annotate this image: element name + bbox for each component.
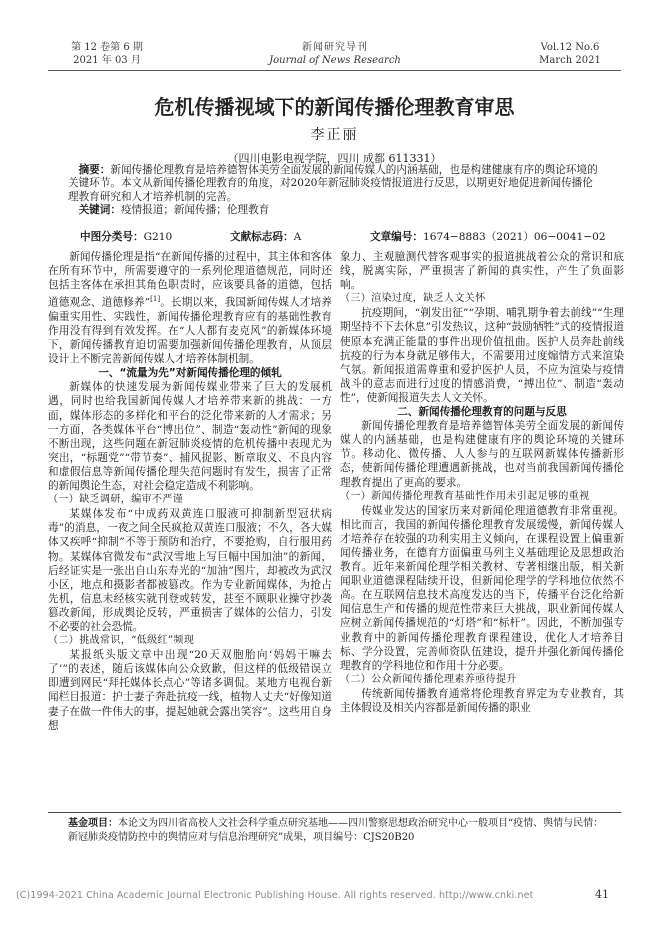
subsection-heading: （一）新闻传播伦理教育基础性作用未引起足够的重视 bbox=[340, 490, 590, 502]
header-journal-en: Journal of News Research bbox=[269, 55, 401, 66]
article-number-label: 文章编号： bbox=[370, 231, 423, 243]
footnote-rule bbox=[48, 812, 621, 813]
paragraph: 象力、主观臆测代替客观事实的报道挑战着公众的常识和底线，脱离实际，严重损害了新闻的真实性，产生了负面影响。 bbox=[340, 251, 624, 292]
subsection-heading: （一）缺乏调研，编审不严谨 bbox=[48, 494, 184, 506]
section-heading: 二、新闻传播伦理教育的问题与反思 bbox=[397, 406, 567, 419]
header-volume bbox=[52, 41, 162, 67]
funding-text: 本论文为四川省高校人文社会科学重点研究基地——四川警察思想政治研究中心一般项目“疫情、舆情与民情：新冠肺炎疫情防控中的舆情应对与信息治理研究”成果，项目编号：CJS20B20 bbox=[68, 818, 604, 843]
funding-note bbox=[68, 817, 613, 845]
keywords-label: 关键词： bbox=[78, 204, 121, 217]
paragraph: 新媒体的快速发展为新闻传媒业带来了巨大的发展机遇，同时也给我国新闻传媒人才培养带来新的挑战：一方面，媒体形态的多样化和平台的泛化带来新的人才需求；另一方面，各类媒体平台“博出位”、制造“轰动性”新闻的现象不断出现，这些问题在新冠肺炎疫情的危机传播中表现尤为突出，“标题党”“带节奏”、捕风捉影、断章取义、不良内容和虚假信息等新闻传播伦理失范问题时有发生，损害了正常的新闻舆论生态，对社会稳定造成不利影响。 bbox=[48, 381, 332, 493]
header-journal bbox=[250, 41, 420, 67]
header-volume-cn: 第 12 卷第 6 期 bbox=[71, 42, 143, 53]
document-code-value: A bbox=[293, 231, 302, 243]
header-rule bbox=[48, 70, 621, 71]
article-number-value: 1674−8883（2021）06−0041−02 bbox=[422, 231, 606, 243]
keywords bbox=[68, 204, 603, 217]
document-code-label: 文献标志码： bbox=[230, 231, 294, 243]
paragraph-text-end: 。长期以来，我国新闻传媒人才培养偏重实用性、实践性，新闻传播伦理教育应有的基础性教育作用没有得到有效发挥。在“人人都有麦克风”的新媒体环境下，新闻传播教育迫切需要加强新闻传播伦理教育，从顶层设计上不断完善新闻传媒人才培养体制机制。 bbox=[48, 296, 333, 366]
abstract-block bbox=[68, 164, 603, 218]
paragraph: 新闻传播伦理教育是培养德智体美劳全面发展的新闻传媒人的内涵基础，也是构建健康有序的舆论环境的关键环节。移动化、微传播、人人参与的互联网新媒体传播新形态，使新闻传播伦理遭遇新挑战，也对当前我国新闻传播伦理教育提出了更高的要求。 bbox=[340, 420, 624, 489]
article-number bbox=[370, 230, 606, 244]
subsection-heading: （二）挑战常识，“低级红”频现 bbox=[48, 635, 195, 647]
paragraph-text: 新闻传播伦理是指“在新闻传播的过程中，其主体和客体在所有环节中，所需要遵守的一系列伦理道德规范，同时还包括主客体在承担其角色职责时，应该要具备的道德，包括道德观念、道德修养” bbox=[48, 251, 332, 309]
classification-label: 中图分类号： bbox=[80, 231, 144, 243]
right-column bbox=[340, 250, 624, 715]
section-heading: 一、“流量为先”对新闻传播伦理的倾轧 bbox=[98, 367, 282, 380]
paragraph: 传媒业发达的国家历来对新闻伦理道德教育非常重视。相比而言，我国的新闻传播伦理教育发展缓慢，新闻传媒人才培养存在较强的功利实用主义倾向，在课程设置上偏重新闻传播业务，在德育方面偏重马列主义基础理论及思想政治教育。近年来新闻伦理学相关教材、专著相继出版，相关新闻职业道德课程陆续开设，但新闻伦理学的学科地位依然不高。在互联网信息技术高度发达的当下，传播平台泛化给新闻信息生产和传播的规范性带来巨大挑战，职业新闻传媒人应树立新闻传播规范的“灯塔”和“标杆”。因此，不断加强专业教育中的新闻传播伦理教育课程建设，优化人才培养目标、学分设置，完善师资队伍建设，提升并强化新闻传播伦理教育的学科地位和作用十分必要。 bbox=[340, 504, 624, 672]
header-volume-en: Vol.12 No.6 bbox=[540, 42, 600, 53]
paragraph: 传统新闻传播教育通常将伦理教育界定为专业教育，其主体假设及相关内容都是新闻传播的职业 bbox=[340, 687, 624, 714]
header-date-cn: 2021 年 03 月 bbox=[73, 55, 141, 66]
citation-ref: [1] bbox=[150, 295, 161, 304]
paragraph bbox=[48, 250, 332, 366]
paragraph: 抗疫期间，“剃发出征”“孕期、哺乳期争着去前线”“生理期坚持不下去休息”引发热议，这种“鼓励牺牲”式的疫情报道使原本充满正能量的事件出现价值扭曲。医护人员奔赴前线抗疫的行为本身就足够伟大，不需要用过度煽情方式来渲染气氛。新闻报道需尊重和爱护医护人员，不应为渲染与疫情战斗的意志而进行过度的情感消费，“搏出位”、制造“轰动性”，使新闻报道失去人文关怀。 bbox=[340, 307, 624, 404]
header-volume-en-block bbox=[520, 41, 620, 67]
classification bbox=[80, 230, 172, 244]
funding-label: 基金项目： bbox=[68, 818, 118, 829]
subsection-heading: （三）渲染过度，缺乏人文关怀 bbox=[340, 293, 486, 305]
header-date-en: March 2021 bbox=[539, 55, 601, 66]
author-affiliation: （四川电影电视学院，四川 成都 611331） bbox=[227, 152, 442, 165]
classification-value: G210 bbox=[143, 231, 173, 243]
copyright-footer: (C)1994-2021 China Academic Journal Electronic Publishing House. All rights reserved. http://www.cnki.net bbox=[16, 890, 534, 901]
article-title: 危机传播视域下的新闻传播伦理教育审思 bbox=[154, 95, 515, 119]
left-column bbox=[48, 250, 332, 733]
abstract-text: 新闻传播伦理教育是培养德智体美劳全面发展的新闻传媒人的内涵基础，也是构建健康有序的舆论环境的关键环节。本文从新闻传播伦理教育的角度，对2020年新冠肺炎疫情报道进行反思，以期更好地促进新闻传播伦理教育研究和人才培养机制的完善。 bbox=[68, 164, 598, 203]
article-author: 李正丽 bbox=[310, 127, 359, 143]
abstract bbox=[68, 164, 603, 204]
abstract-label: 摘要： bbox=[78, 164, 111, 176]
keywords-text: 疫情报道；新闻传播；伦理教育 bbox=[120, 204, 270, 217]
header-journal-cn: 新闻研究导刊 bbox=[302, 42, 368, 53]
page-number: 41 bbox=[595, 888, 609, 901]
paragraph: 某报纸头版文章中出现“20天双胞胎向‘妈妈干嘛去了’”的表述，随后该媒体向公众致歉，但这样的低级错误立即遭到网民“拜托媒体长点心”等诸多调侃。某地方电视台新闻栏目报道：护士妻子奔赴抗疫一线，植物人丈夫“好像知道妻子在做一件伟大的事，提起她就会露出笑容”。这些用自身想 bbox=[48, 649, 332, 732]
paragraph: 某媒体发布“中成药双黄连口服液可抑制新型冠状病毒”的消息，一夜之间全民疯抢双黄连口服液；不久，各大媒体又疾呼“抑制”不等于预防和治疗，不要抢购，自行服用药物。某媒体官微发布“武汉雪地上写巨幅中国加油”的新闻，后经证实是一张出自山东寿光的“加油”图片，却被改为武汉小区，地点和摄影者都被篡改。作为专业新闻媒体，为抢占先机，信息未经核实就刊登或转发，甚至不顾职业操守抄袭篡改新闻，形成舆论反转，严重损害了媒体的公信力，引发不必要的社会恐慌。 bbox=[48, 508, 332, 633]
subsection-heading: （二）公众新闻传播伦理素养亟待提升 bbox=[340, 673, 517, 685]
document-code bbox=[230, 230, 301, 244]
